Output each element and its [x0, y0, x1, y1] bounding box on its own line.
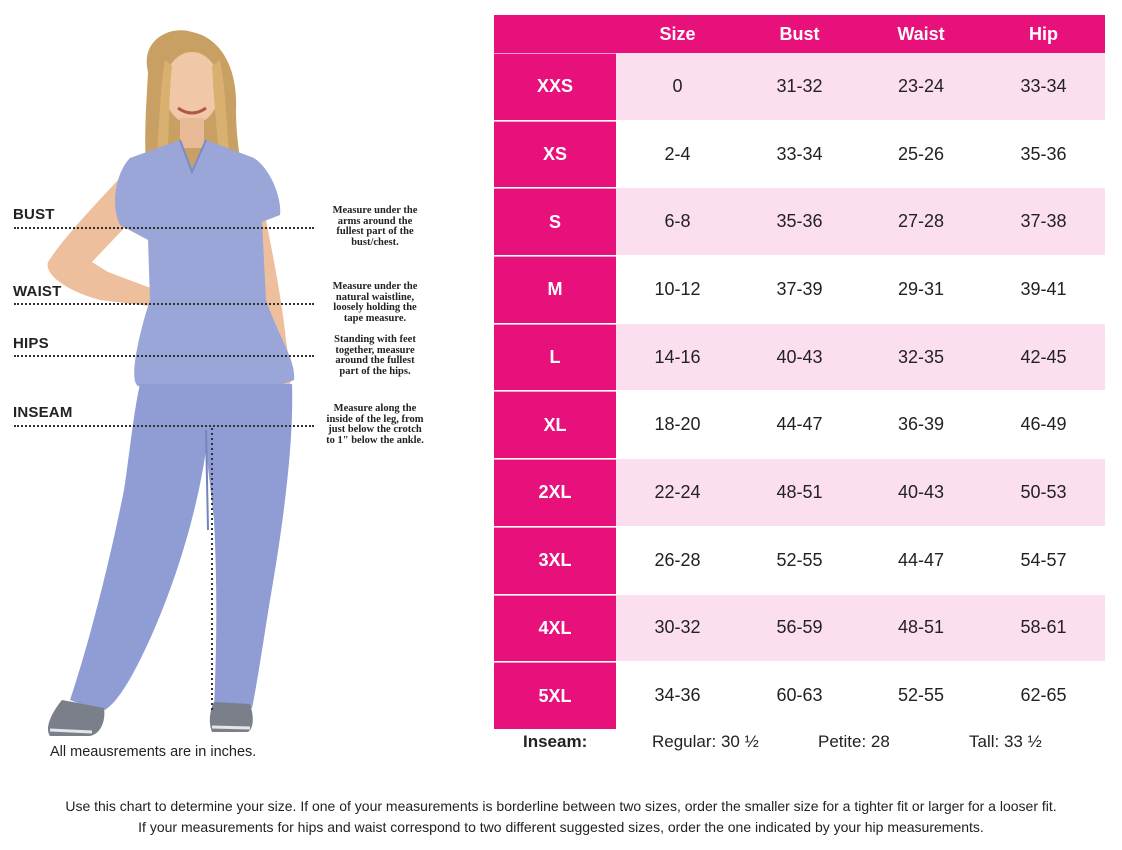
cell-size: 34-36 [654, 685, 701, 706]
cell-size: 2-4 [664, 143, 691, 164]
cell-waist: 48-51 [860, 595, 982, 662]
bust-line [14, 227, 314, 229]
header-waist: Waist [897, 23, 945, 44]
cell-waist: 52-55 [897, 685, 945, 706]
bust-label: BUST [13, 206, 55, 223]
table-row [494, 595, 1105, 663]
model-illustration [0, 0, 330, 770]
cell-size: 0 [616, 53, 739, 120]
inseam-line [14, 425, 314, 427]
cell-hip: 50-53 [982, 459, 1105, 526]
cell-bust: 48-51 [739, 459, 860, 526]
cell-waist: 36-39 [897, 414, 945, 435]
footnote-line-1: Use this chart to determine your size. If one of your measurements is borderline between two sizes, order the smaller size for a tighter fit or larger for a looser fit. [65, 798, 1057, 814]
cell-waist: 29-31 [897, 278, 945, 299]
inseam-tall: Tall: 33 ½ [969, 732, 1042, 751]
cell-bust: 31-32 [739, 53, 860, 120]
cell-hip: 42-45 [982, 324, 1105, 391]
row-size-label: M [494, 256, 616, 323]
inseam-measure-label: INSEAM [13, 404, 73, 421]
cell-waist: 25-26 [897, 143, 945, 164]
cell-size: 10-12 [654, 278, 701, 299]
cell-bust: 40-43 [739, 324, 860, 391]
cell-waist: 23-24 [860, 53, 982, 120]
hips-label: HIPS [13, 335, 49, 352]
cell-hip: 54-57 [1020, 549, 1067, 570]
cell-bust: 44-47 [776, 414, 823, 435]
units-note: All meausrements are in inches. [50, 744, 257, 760]
cell-bust: 37-39 [776, 278, 823, 299]
table-row [494, 188, 1105, 256]
table-row [494, 391, 1105, 459]
row-size-label: L [494, 324, 616, 391]
cell-hip: 37-38 [982, 188, 1105, 255]
cell-hip: 39-41 [1020, 278, 1067, 299]
header-size: Size [659, 23, 696, 44]
cell-waist: 27-28 [860, 188, 982, 255]
inseam-label: Inseam: [523, 732, 588, 751]
cell-hip: 58-61 [982, 595, 1105, 662]
row-size-label: 4XL [494, 595, 616, 662]
cell-size: 14-16 [616, 324, 739, 391]
model-figure [0, 0, 480, 770]
footnote-line-2: If your measurements for hips and waist correspond to two different suggested sizes, order the one indicated by your hip measurements. [138, 819, 984, 835]
cell-bust: 33-34 [776, 143, 823, 164]
row-size-label: 2XL [494, 459, 616, 526]
table-header [494, 15, 1105, 53]
row-size-label: 5XL [494, 662, 616, 729]
cell-bust: 56-59 [739, 595, 860, 662]
table-row [494, 121, 1105, 189]
table-row [494, 324, 1105, 392]
cell-size: 26-28 [654, 549, 701, 570]
row-size-label: XS [494, 121, 616, 188]
cell-waist: 32-35 [860, 324, 982, 391]
inseam-row [494, 732, 1105, 758]
table-row [494, 527, 1105, 595]
hips-note: Standing with feet together, measure around the fullest part of the hips. [334, 334, 416, 377]
cell-waist: 44-47 [897, 549, 945, 570]
table-row [494, 53, 1105, 121]
row-size-label: S [494, 188, 616, 255]
cell-size: 30-32 [616, 595, 739, 662]
cell-hip: 35-36 [1020, 143, 1067, 164]
row-size-label: 3XL [494, 527, 616, 594]
waist-label: WAIST [13, 283, 62, 300]
cell-size: 18-20 [654, 414, 701, 435]
cell-hip: 62-65 [1020, 685, 1067, 706]
cell-hip: 33-34 [982, 53, 1105, 120]
scrub-pants [70, 384, 292, 712]
cell-hip: 46-49 [1020, 414, 1067, 435]
row-size-label: XXS [494, 53, 616, 120]
cell-bust: 60-63 [776, 685, 823, 706]
row-size-label: XL [494, 391, 616, 458]
size-chart-table [494, 15, 1105, 730]
waist-note: Measure under the natural waistline, loosely holding the tape measure. [332, 281, 418, 324]
cell-bust: 35-36 [739, 188, 860, 255]
footnote [0, 796, 1122, 838]
hips-line [14, 355, 314, 357]
cell-size: 6-8 [616, 188, 739, 255]
cell-bust: 52-55 [776, 549, 823, 570]
cell-waist: 40-43 [860, 459, 982, 526]
waist-line [14, 303, 314, 305]
header-hip: Hip [1029, 23, 1058, 44]
header-blank [494, 15, 616, 53]
header-bust: Bust [779, 23, 820, 44]
table-row [494, 459, 1105, 527]
inseam-petite: Petite: 28 [818, 732, 890, 751]
inseam-note: Measure along the inside of the leg, from just below the crotch to 1" below the ankle. [326, 403, 424, 446]
inseam-regular: Regular: 30 ½ [652, 732, 759, 751]
table-row [494, 256, 1105, 324]
table-body [494, 53, 1105, 730]
bust-note: Measure under the arms around the fullest part of the bust/chest. [332, 205, 418, 248]
table-row [494, 662, 1105, 730]
cell-size: 22-24 [616, 459, 739, 526]
